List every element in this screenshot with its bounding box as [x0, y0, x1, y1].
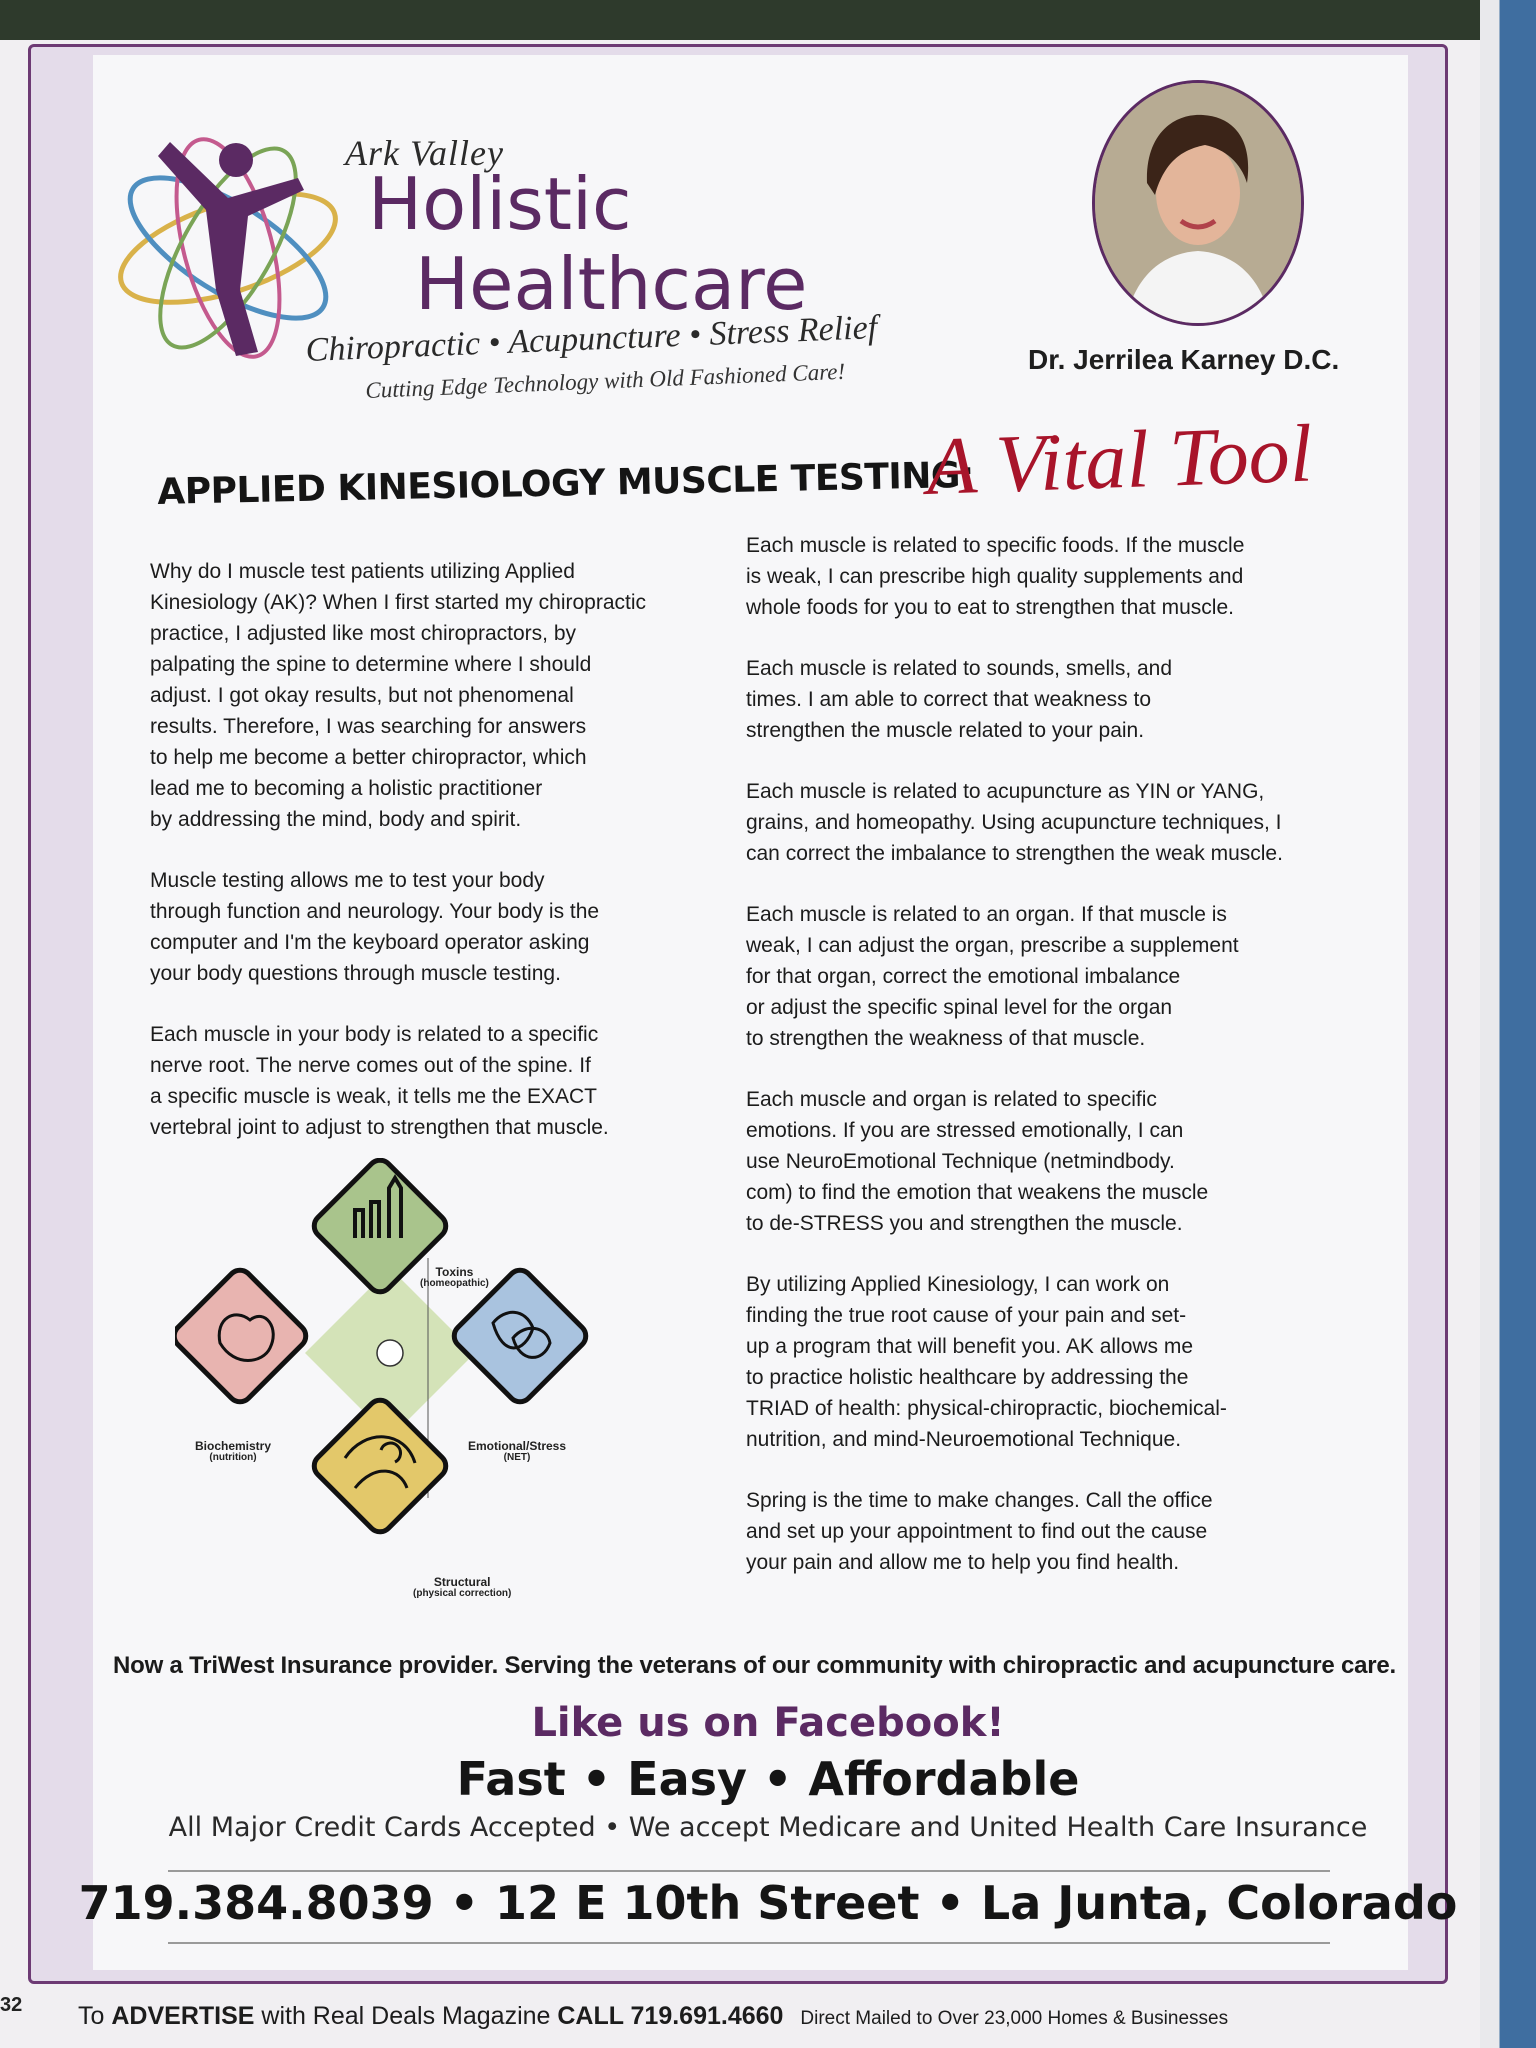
body-paragraph: Why do I muscle test patients utilizing Applied Kinesiology (AK)? When I first started my chiropractic practice, I adjusted like most chiropractors, by palpating the spine to determine where I should adjust. I got okay results, but not phenomenal results. Therefore, I was searching for answers to help me become a better chiropractor, which lead me to becoming a holistic practitioner by addressing the mind, body and spirit. — [150, 560, 647, 831]
body-paragraph: Each muscle is related to acupuncture as YIN or YANG, grains, and homeopathy. Using acupuncture techniques, I can correct the imbalance to strengthen the weak muscle. — [746, 780, 1283, 865]
portrait-icon — [1095, 83, 1301, 323]
body-paragraph: By utilizing Applied Kinesiology, I can work on finding the true root cause of your pain and set- up a program that will benefit you. AK allows me to practice holistic healthcare by addressing the TRIAD of health: physical-chiropractic, biochemical- nutrition, and mind-Neuroemotional Technique. — [746, 1273, 1227, 1451]
divider — [168, 1870, 1330, 1872]
tagline: Fast • Easy • Affordable — [456, 1752, 1080, 1806]
body-right-column — [746, 530, 1346, 1608]
label-toxins-sub: (homeopathic) — [420, 1278, 489, 1289]
label-structural-sub: (physical correction) — [413, 1588, 512, 1599]
label-emotional — [468, 1440, 566, 1464]
label-structural-title: Structural — [433, 1575, 491, 1589]
body-paragraph: Muscle testing allows me to test your body through function and neurology. Your body is the computer and I'm the keyboard operator asking your body questions through muscle testing. — [150, 869, 600, 985]
label-emotional-sub: (NET) — [503, 1452, 531, 1463]
body-paragraph: Each muscle is related to sounds, smells, and times. I am able to correct that weakness to strengthen the muscle related to your pain. — [746, 657, 1173, 742]
advertise-line — [78, 2002, 1228, 2031]
advertise-phone: CALL 719.691.4660 — [557, 2002, 784, 2030]
ak-triad-diagram — [175, 1158, 625, 1618]
headline: APPLIED KINESIOLOGY MUSCLE TESTING: — [157, 454, 975, 513]
contact-address: 719.384.8039 • 12 E 10th Street • La Junta, Colorado — [78, 1876, 1458, 1930]
body-paragraph: Spring is the time to make changes. Call the office and set up your appointment to find out the cause your pain and allow me to help you find health. — [746, 1489, 1213, 1574]
motto: Cutting Edge Technology with Old Fashioned Care! — [365, 358, 846, 403]
doctor-photo — [1092, 80, 1304, 326]
services-tagline: Chiropractic • Acupuncture • Stress Relief — [305, 309, 878, 369]
doctor-name: Dr. Jerrilea Karney D.C. — [1028, 344, 1340, 375]
label-biochem-sub: (nutrition) — [209, 1452, 257, 1463]
advertise-mid: with Real Deals Magazine — [254, 2002, 558, 2030]
advertise-lead: To — [78, 2002, 112, 2030]
body-left-column — [150, 556, 710, 1173]
body-paragraph: Each muscle is related to specific foods. If the muscle is weak, I can prescribe high quality supplements and whole foods for you to eat to strengthen that muscle. — [746, 534, 1245, 619]
advertise-bold: ADVERTISE — [111, 2002, 255, 2030]
body-paragraph: Each muscle in your body is related to a specific nerve root. The nerve comes out of the spine. If a specific muscle is weak, it tells me the EXACT vertebral joint to adjust to strengthen that muscle. — [150, 1023, 609, 1139]
divider — [168, 1942, 1330, 1944]
payment-info: All Major Credit Cards Accepted • We accept Medicare and United Health Care Insurance — [168, 1812, 1368, 1843]
label-toxins-title: Toxins — [435, 1265, 474, 1279]
page-number: 32 — [0, 1994, 23, 2016]
headline-accent: A Vital Tool — [925, 407, 1314, 512]
body-paragraph: Each muscle is related to an organ. If that muscle is weak, I can adjust the organ, prescribe a supplement for that organ, correct the emotional imbalance or adjust the specific spinal level for the organ to strengthen the weakness of that muscle. — [746, 903, 1239, 1050]
label-toxins — [420, 1266, 489, 1290]
mailed-note: Direct Mailed to Over 23,000 Homes & Businesses — [800, 2008, 1229, 2029]
label-structural — [413, 1576, 511, 1600]
facebook-callout: Like us on Facebook! — [531, 1700, 1005, 1746]
triad-diagram-graphic — [175, 1158, 625, 1618]
label-biochem-title: Biochemistry — [195, 1439, 272, 1453]
brand-small: Ark Valley — [345, 133, 504, 173]
brand-line-1: Holistic — [368, 162, 632, 246]
label-biochemistry — [195, 1440, 271, 1464]
body-paragraph: Each muscle and organ is related to specific emotions. If you are stressed emotionally, I can use NeuroEmotional Technique (netmindbody. com) to find the emotion that weakens the muscle to de-STRESS you and strengthen the muscle. — [746, 1088, 1209, 1235]
label-emotional-title: Emotional/Stress — [468, 1439, 567, 1453]
brand-line-2: Healthcare — [415, 242, 808, 326]
triwest-notice: Now a TriWest Insurance provider. Serving the veterans of our community with chiropractic and acupuncture care. — [113, 1652, 1397, 1679]
